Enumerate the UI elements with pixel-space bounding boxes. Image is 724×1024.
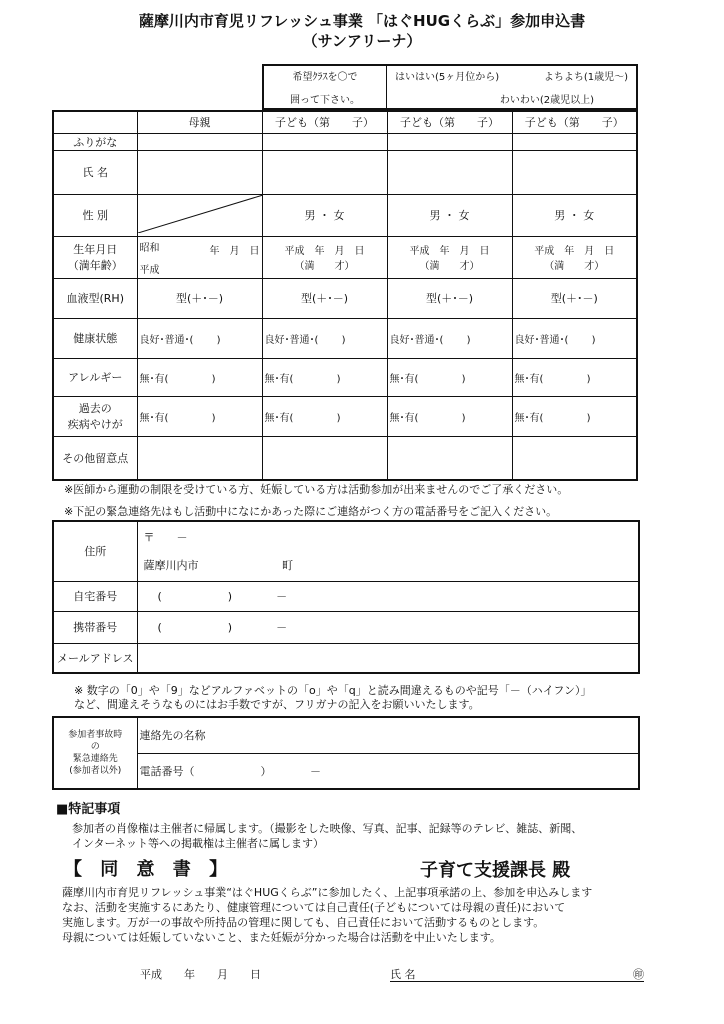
blood-row [53, 278, 637, 318]
health-label: 健康状態 [53, 318, 137, 358]
blood-label: 血液型(RH) [53, 278, 137, 318]
address-row [53, 521, 639, 581]
diagonal-slash [138, 195, 263, 233]
class-option-haihai[interactable]: はいはい(5ヶ月位から) [395, 72, 500, 83]
name-label: 氏 名 [53, 150, 137, 194]
child1-gender-field[interactable]: 男 ・ 女 [262, 194, 387, 236]
address-label: 住所 [53, 521, 137, 581]
emergency-phone-field[interactable]: 電話番号（ ） － [137, 753, 639, 789]
special-text-2: インターネット等への掲載権は主催者に属します） [72, 837, 325, 850]
home-phone-label: 自宅番号 [53, 581, 137, 611]
mother-birth-field[interactable]: 昭和 年 月 日 平成 [137, 236, 262, 278]
child2-other-notes-field[interactable] [387, 436, 512, 480]
special-text-1: 参加者の肖像権は主催者に帰属します。（撮影をした映像、写真、記事、記録等のテレビ、雑誌、新聞、 [72, 822, 583, 835]
class-instruction: 希望ｸﾗｽを〇で 囲って下さい。 [263, 65, 387, 109]
other-notes-row [53, 436, 637, 480]
home-phone-field[interactable]: ( ) － [137, 581, 639, 611]
child1-past-illness-field[interactable]: 無･有( ) [262, 396, 387, 436]
emergency-note: ※下記の緊急連絡先はもし活動中になにかあった際にご連絡がつく方の電話番号をご記入ください。 [64, 505, 558, 518]
special-heading: ■特記事項 [56, 802, 121, 817]
mother-gender-na [137, 194, 262, 236]
seal-mark: ㊞ [633, 968, 644, 981]
mother-allergy-field[interactable]: 無･有( ) [137, 358, 262, 396]
consent-body-2: なお、活動を実施するにあたり、健康管理については自己責任(子どもについては母親の責任)において [62, 901, 566, 914]
allergy-label: アレルギー [53, 358, 137, 396]
contact-table [52, 520, 640, 674]
mobile-phone-row [53, 611, 639, 643]
child1-furigana-field[interactable] [262, 133, 387, 150]
mother-past-illness-field[interactable]: 無･有( ) [137, 396, 262, 436]
child3-past-illness-field[interactable]: 無･有( ) [512, 396, 637, 436]
mother-furigana-field[interactable] [137, 133, 262, 150]
past-illness-label: 過去の 疾病やけが [53, 396, 137, 436]
class-options[interactable] [387, 65, 638, 109]
past-illness-row [53, 396, 637, 436]
child2-furigana-field[interactable] [387, 133, 512, 150]
mobile-phone-field[interactable]: ( ) － [137, 611, 639, 643]
medical-note: ※医師から運動の制限を受けている方、妊娠している方は活動参加が出来ませんのでご了承ください。 [64, 483, 569, 496]
child3-health-field[interactable]: 良好･普通･( ) [512, 318, 637, 358]
consent-date-field[interactable]: 平成 年 月 日 [140, 968, 261, 981]
consent-name-field[interactable] [390, 966, 644, 982]
alnum-note-1: ※ 数字の「0」や「9」などアルファベットの「o」や「q」と読み間違えるものや記号「－（ハイフン）」 [74, 684, 592, 697]
form-subtitle: （サンアリーナ） [302, 32, 422, 50]
child3-birth-field[interactable]: 平成 年 月 日 （満 才） [512, 236, 637, 278]
furigana-label: ふりがな [53, 133, 137, 150]
mother-health-field[interactable]: 良好･普通･( ) [137, 318, 262, 358]
class-selection-box [262, 64, 638, 110]
child1-birth-field[interactable]: 平成 年 月 日 （満 才） [262, 236, 387, 278]
child3-allergy-field[interactable]: 無･有( ) [512, 358, 637, 396]
child2-name-field[interactable] [387, 150, 512, 194]
child3-blood-field[interactable]: 型(＋･－) [512, 278, 637, 318]
child2-blood-field[interactable]: 型(＋･－) [387, 278, 512, 318]
child2-health-field[interactable]: 良好･普通･( ) [387, 318, 512, 358]
consent-body-4: 母親については妊娠していないこと、また妊娠が分かった場合は活動を中止いたします。 [62, 931, 501, 944]
email-label: メールアドレス [53, 643, 137, 673]
town-label: 町 [282, 559, 293, 573]
mobile-phone-label: 携帯番号 [53, 611, 137, 643]
email-field[interactable] [137, 643, 639, 673]
alnum-note-2: など、間違えそうなものにはお手数ですが、フリガナの記入をお願いいたします。 [74, 698, 480, 711]
mother-name-field[interactable] [137, 150, 262, 194]
home-phone-row [53, 581, 639, 611]
emergency-label: 参加者事故時 の 緊急連絡先 (参加者以外) [53, 717, 137, 789]
child3-other-notes-field[interactable] [512, 436, 637, 480]
other-notes-label: その他留意点 [53, 436, 137, 480]
col-child-2: 子ども（第 子） [387, 111, 512, 133]
child1-other-notes-field[interactable] [262, 436, 387, 480]
child3-name-field[interactable] [512, 150, 637, 194]
child3-furigana-field[interactable] [512, 133, 637, 150]
city-label: 薩摩川内市 [143, 559, 199, 573]
consent-body-3: 実施します。万が一の事故や所持品の管理に関しても、自己責任において活動するものとします。 [62, 916, 545, 929]
col-child-1: 子ども（第 子） [262, 111, 387, 133]
birth-label: 生年月日 （満年齢） [53, 236, 137, 278]
name-row [53, 150, 637, 194]
child2-past-illness-field[interactable]: 無･有( ) [387, 396, 512, 436]
allergy-row [53, 358, 637, 396]
birth-row [53, 236, 637, 278]
child2-gender-field[interactable]: 男 ・ 女 [387, 194, 512, 236]
header-row [53, 111, 637, 133]
child1-allergy-field[interactable]: 無･有( ) [262, 358, 387, 396]
participant-table [52, 110, 638, 481]
child2-allergy-field[interactable]: 無･有( ) [387, 358, 512, 396]
class-option-waiwai[interactable]: わいわい(2歳児以上) [499, 95, 594, 106]
child2-birth-field[interactable]: 平成 年 月 日 （満 才） [387, 236, 512, 278]
child3-gender-field[interactable]: 男 ・ 女 [512, 194, 637, 236]
class-option-yochiyochi[interactable]: よちよち(1歳児～) [543, 72, 628, 83]
child1-blood-field[interactable]: 型(＋･－) [262, 278, 387, 318]
col-mother: 母親 [137, 111, 262, 133]
email-row [53, 643, 639, 673]
consent-name-label: 氏 名 [390, 968, 416, 981]
consent-body-1: 薩摩川内市育児リフレッシュ事業“はぐHUGくらぶ”に参加したく、上記事項承諾の上、参加を申込みします [62, 886, 593, 899]
emergency-table [52, 716, 640, 790]
gender-label: 性 別 [53, 194, 137, 236]
col-child-3: 子ども（第 子） [512, 111, 637, 133]
gender-row [53, 194, 637, 236]
furigana-row [53, 133, 637, 150]
health-row [53, 318, 637, 358]
mother-other-notes-field[interactable] [137, 436, 262, 480]
child1-health-field[interactable]: 良好･普通･( ) [262, 318, 387, 358]
form-title: 薩摩川内市育児リフレッシュ事業 「はぐHUGくらぶ」参加申込書 [138, 12, 586, 30]
consent-addressee: 子育て支援課長 殿 [420, 860, 571, 881]
mother-blood-field[interactable]: 型(＋･－) [137, 278, 262, 318]
child1-name-field[interactable] [262, 150, 387, 194]
emergency-name-field[interactable]: 連絡先の名称 [137, 717, 639, 753]
consent-title: 【 同 意 書 】 [64, 859, 234, 880]
address-field[interactable]: 〒 － 薩摩川内市 町 [137, 521, 639, 581]
